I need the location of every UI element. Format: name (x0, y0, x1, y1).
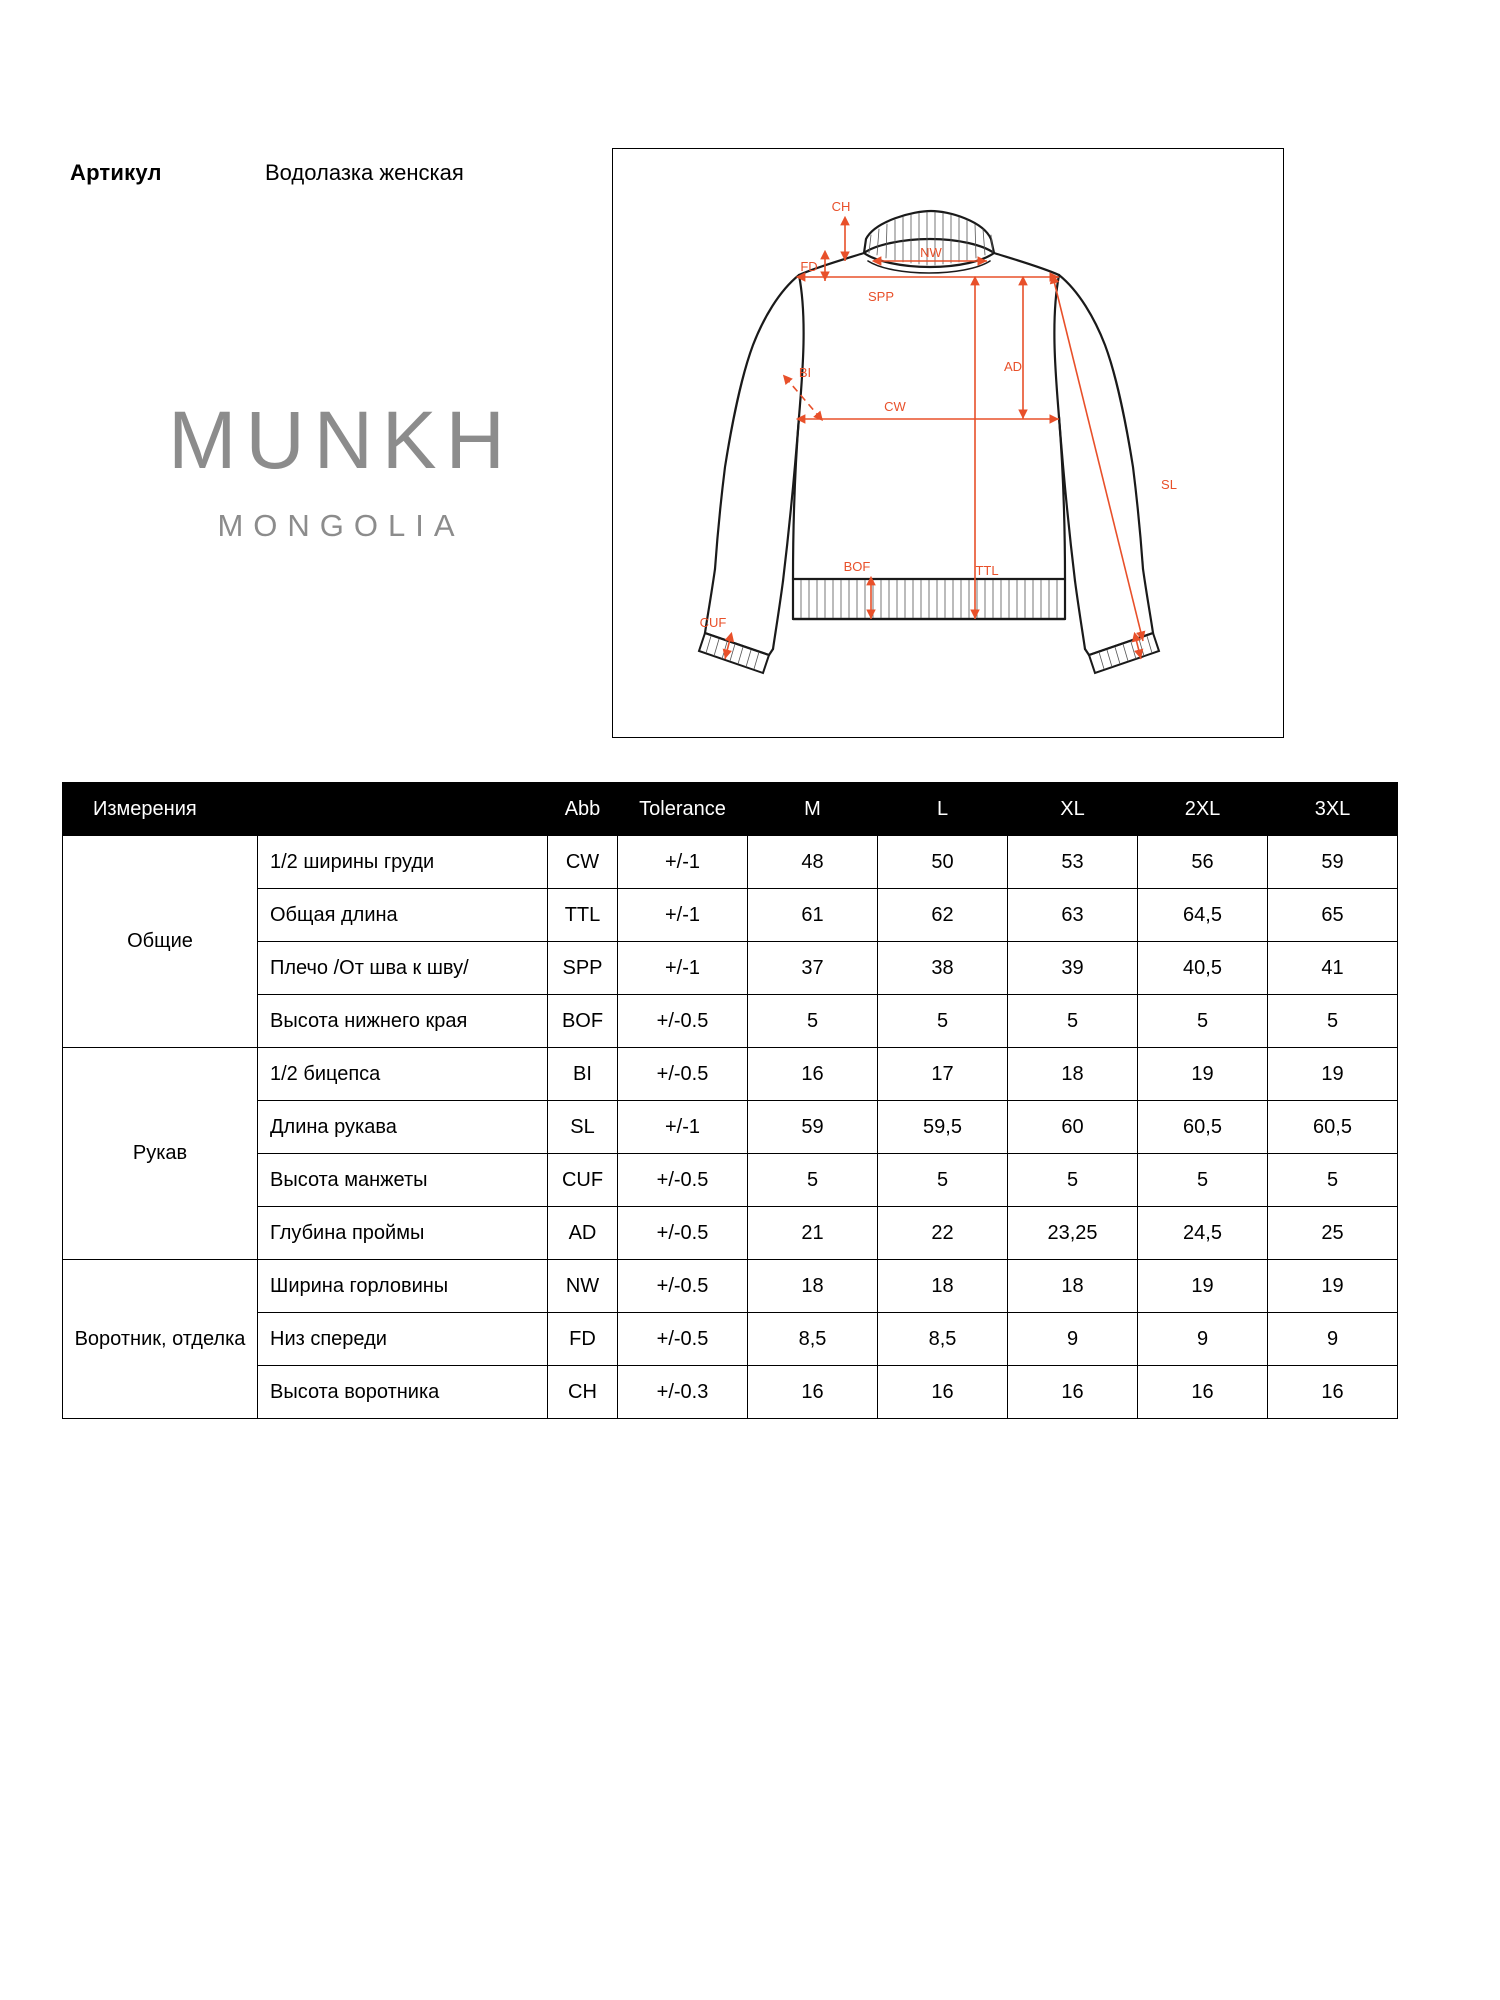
measure-name: 1/2 ширины груди (258, 836, 548, 889)
measure-abb: CH (548, 1366, 618, 1419)
header-size-xl: XL (1008, 783, 1138, 836)
group-label-general: Общие (63, 836, 258, 1048)
table-row (63, 942, 1398, 995)
measure-name: Плечо /От шва к шву/ (258, 942, 548, 995)
value-l: 22 (878, 1207, 1008, 1260)
header-size-l: L (878, 783, 1008, 836)
value-m: 61 (748, 889, 878, 942)
value-2xl: 24,5 (1138, 1207, 1268, 1260)
label-bi: BI (798, 365, 812, 380)
measure-name: Низ спереди (258, 1313, 548, 1366)
label-spp: SPP (867, 289, 895, 304)
value-l: 5 (878, 1154, 1008, 1207)
header-tolerance: Tolerance (618, 783, 748, 836)
table-row (63, 1260, 1398, 1313)
measure-tolerance: +/-0.5 (618, 1048, 748, 1101)
table-row (63, 995, 1398, 1048)
value-m: 18 (748, 1260, 878, 1313)
value-l: 59,5 (878, 1101, 1008, 1154)
label-bof: BOF (843, 559, 871, 574)
measure-tolerance: +/-0.3 (618, 1366, 748, 1419)
measure-tolerance: +/-0.5 (618, 995, 748, 1048)
value-m: 16 (748, 1048, 878, 1101)
value-2xl: 64,5 (1138, 889, 1268, 942)
value-m: 8,5 (748, 1313, 878, 1366)
value-l: 16 (878, 1366, 1008, 1419)
measure-abb: NW (548, 1260, 618, 1313)
size-chart-table (62, 782, 1398, 1419)
value-3xl: 19 (1268, 1048, 1398, 1101)
garment-sketch-svg (613, 149, 1283, 737)
measure-tolerance: +/-1 (618, 836, 748, 889)
group-label-collar: Воротник, отделка (63, 1260, 258, 1419)
value-2xl: 9 (1138, 1313, 1268, 1366)
table-row (63, 1154, 1398, 1207)
value-l: 38 (878, 942, 1008, 995)
value-2xl: 16 (1138, 1366, 1268, 1419)
value-l: 5 (878, 995, 1008, 1048)
measure-tolerance: +/-0.5 (618, 1313, 748, 1366)
brand-tagline: MONGOLIA (217, 508, 465, 543)
value-m: 48 (748, 836, 878, 889)
label-ch: CH (831, 199, 851, 214)
value-xl: 5 (1008, 995, 1138, 1048)
value-3xl: 5 (1268, 995, 1398, 1048)
header-size-3xl: 3XL (1268, 783, 1398, 836)
value-3xl: 41 (1268, 942, 1398, 995)
measure-abb: AD (548, 1207, 618, 1260)
header-size-2xl: 2XL (1138, 783, 1268, 836)
measure-abb: CW (548, 836, 618, 889)
value-3xl: 5 (1268, 1154, 1398, 1207)
value-2xl: 40,5 (1138, 942, 1268, 995)
header-size-m: M (748, 783, 878, 836)
measure-name: Высота воротника (258, 1366, 548, 1419)
value-xl: 5 (1008, 1154, 1138, 1207)
measure-name: Ширина горловины (258, 1260, 548, 1313)
article-header (70, 160, 610, 186)
table-body (63, 836, 1398, 1419)
value-l: 62 (878, 889, 1008, 942)
technical-drawing (612, 148, 1284, 738)
value-l: 17 (878, 1048, 1008, 1101)
measure-abb: SPP (548, 942, 618, 995)
measure-abb: SL (548, 1101, 618, 1154)
value-xl: 16 (1008, 1366, 1138, 1419)
table-row (63, 1207, 1398, 1260)
value-xl: 63 (1008, 889, 1138, 942)
measure-tolerance: +/-1 (618, 942, 748, 995)
value-3xl: 19 (1268, 1260, 1398, 1313)
measure-tolerance: +/-0.5 (618, 1154, 748, 1207)
brand-logo (126, 395, 556, 544)
measure-name: Высота нижнего края (258, 995, 548, 1048)
value-2xl: 5 (1138, 995, 1268, 1048)
value-xl: 60 (1008, 1101, 1138, 1154)
value-3xl: 60,5 (1268, 1101, 1398, 1154)
table-row (63, 1313, 1398, 1366)
value-xl: 23,25 (1008, 1207, 1138, 1260)
value-3xl: 25 (1268, 1207, 1398, 1260)
measure-tolerance: +/-1 (618, 889, 748, 942)
value-2xl: 56 (1138, 836, 1268, 889)
label-sl: SL (1161, 477, 1177, 492)
value-m: 37 (748, 942, 878, 995)
measure-abb: BI (548, 1048, 618, 1101)
value-3xl: 65 (1268, 889, 1398, 942)
value-l: 18 (878, 1260, 1008, 1313)
measure-tolerance: +/-0.5 (618, 1207, 748, 1260)
table-row (63, 836, 1398, 889)
label-cuf: CUF (699, 615, 727, 630)
value-m: 21 (748, 1207, 878, 1260)
header-measurements: Измерения (63, 783, 548, 836)
value-xl: 18 (1008, 1048, 1138, 1101)
article-value: Водолазка женская (265, 160, 464, 185)
table-header-row (63, 783, 1398, 836)
table-row (63, 1366, 1398, 1419)
value-xl: 53 (1008, 836, 1138, 889)
brand-name: MUNKH (168, 395, 514, 486)
value-3xl: 59 (1268, 836, 1398, 889)
value-2xl: 5 (1138, 1154, 1268, 1207)
value-3xl: 9 (1268, 1313, 1398, 1366)
table-header (63, 783, 1398, 836)
value-xl: 39 (1008, 942, 1138, 995)
value-2xl: 19 (1138, 1048, 1268, 1101)
header-abb: Abb (548, 783, 618, 836)
table-row (63, 1048, 1398, 1101)
measure-name: Глубина проймы (258, 1207, 548, 1260)
table-row (63, 1101, 1398, 1154)
label-cw: CW (884, 399, 906, 414)
article-label: Артикул (70, 160, 162, 185)
value-xl: 9 (1008, 1313, 1138, 1366)
measure-abb: TTL (548, 889, 618, 942)
label-fd: FD (800, 259, 818, 274)
measure-name: 1/2 бицепса (258, 1048, 548, 1101)
value-2xl: 19 (1138, 1260, 1268, 1313)
label-ttl: TTL (975, 563, 999, 578)
measure-abb: CUF (548, 1154, 618, 1207)
value-l: 8,5 (878, 1313, 1008, 1366)
table-row (63, 889, 1398, 942)
value-m: 5 (748, 995, 878, 1048)
measure-tolerance: +/-1 (618, 1101, 748, 1154)
value-m: 16 (748, 1366, 878, 1419)
value-m: 59 (748, 1101, 878, 1154)
measure-name: Общая длина (258, 889, 548, 942)
value-3xl: 16 (1268, 1366, 1398, 1419)
value-m: 5 (748, 1154, 878, 1207)
measure-name: Высота манжеты (258, 1154, 548, 1207)
measure-abb: BOF (548, 995, 618, 1048)
measure-abb: FD (548, 1313, 618, 1366)
value-xl: 18 (1008, 1260, 1138, 1313)
label-ad: AD (1003, 359, 1023, 374)
measure-tolerance: +/-0.5 (618, 1260, 748, 1313)
group-label-sleeve: Рукав (63, 1048, 258, 1260)
measure-name: Длина рукава (258, 1101, 548, 1154)
value-2xl: 60,5 (1138, 1101, 1268, 1154)
label-nw: NW (920, 245, 942, 260)
value-l: 50 (878, 836, 1008, 889)
